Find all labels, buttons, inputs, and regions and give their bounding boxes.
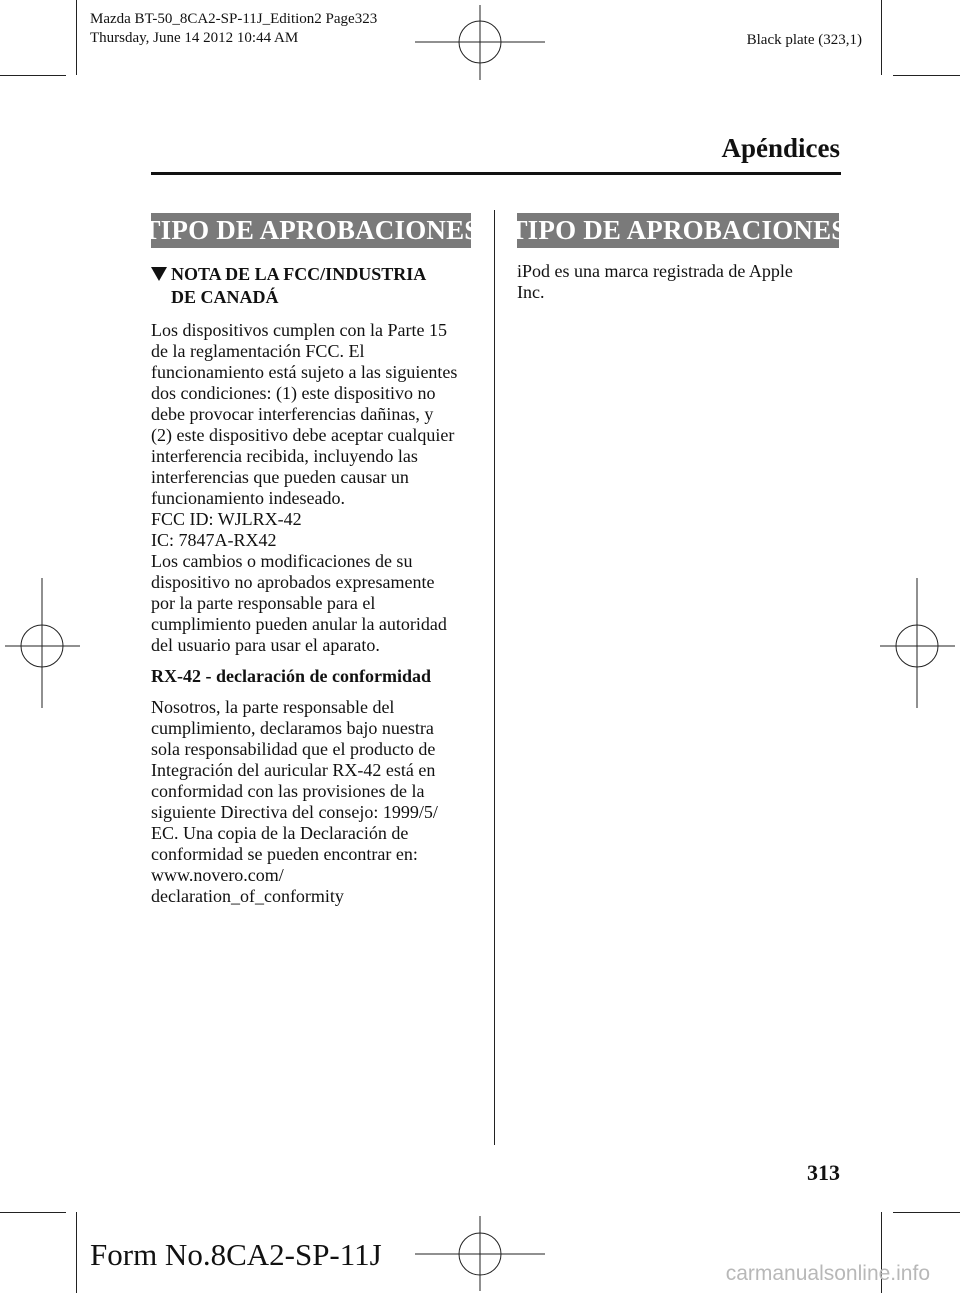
section-title: Apéndices <box>721 133 840 163</box>
registration-mark-right <box>880 578 955 708</box>
left-paragraph-1: Los dispositivos cumplen con la Parte 15 de la reglamentación FCC. El funcionamiento está sujeto a las siguientes dos condiciones: (1) este dispositivo no debe provocar interferencias dañinas, y (2) este dispositivo debe aceptar cualquier interferencia recibida, incluyendo las interferencias que pueden causar un funcionamiento indeseado. FCC ID: WJLRX-42 IC: 7847A-RX42 Los cambios o modificaciones de su dispositivo no aprobados expresamente por la parte responsable para el cumplimiento pueden anular la autoridad del usuario para usar el aparato. <box>151 320 458 655</box>
form-number: Form No.8CA2-SP-11J <box>90 1237 382 1272</box>
right-banner: TIPO DE APROBACIONES <box>517 213 839 248</box>
print-info-line2: Thursday, June 14 2012 10:44 AM <box>90 30 299 46</box>
subhead-text: NOTA DE LA FCC/INDUSTRIA DE CANADÁ <box>171 264 427 307</box>
column-divider <box>494 210 495 1145</box>
watermark: carmanualsonline.info <box>725 1262 930 1285</box>
left-bold-heading: RX-42 - declaración de conformidad <box>151 666 431 686</box>
triangle-bullet-icon <box>151 267 167 281</box>
page-number: 313 <box>807 1160 840 1185</box>
print-info-line1: Mazda BT-50_8CA2-SP-11J_Edition2 Page323 <box>90 11 378 27</box>
registration-mark-top <box>415 5 545 80</box>
plate-label: Black plate (323,1) <box>746 32 862 48</box>
section-rule <box>151 172 841 175</box>
subhead <box>151 263 481 309</box>
registration-mark-left <box>5 578 80 708</box>
left-paragraph-2: Nosotros, la parte responsable del cumplimiento, declaramos bajo nuestra sola responsabilidad que el producto de Integración del auricular RX-42 está en conformidad con las provisiones de la siguiente Directiva del consejo: 1999/5/ EC. Una copia de la Declaración de conformidad se pueden encontrar en: www.novero.com/ declaration_of_conformity <box>151 697 438 906</box>
left-banner: TIPO DE APROBACIONES <box>151 213 471 248</box>
registration-mark-bottom <box>415 1216 545 1291</box>
print-info <box>90 10 377 48</box>
right-paragraph: iPod es una marca registrada de Apple Inc. <box>517 261 793 302</box>
